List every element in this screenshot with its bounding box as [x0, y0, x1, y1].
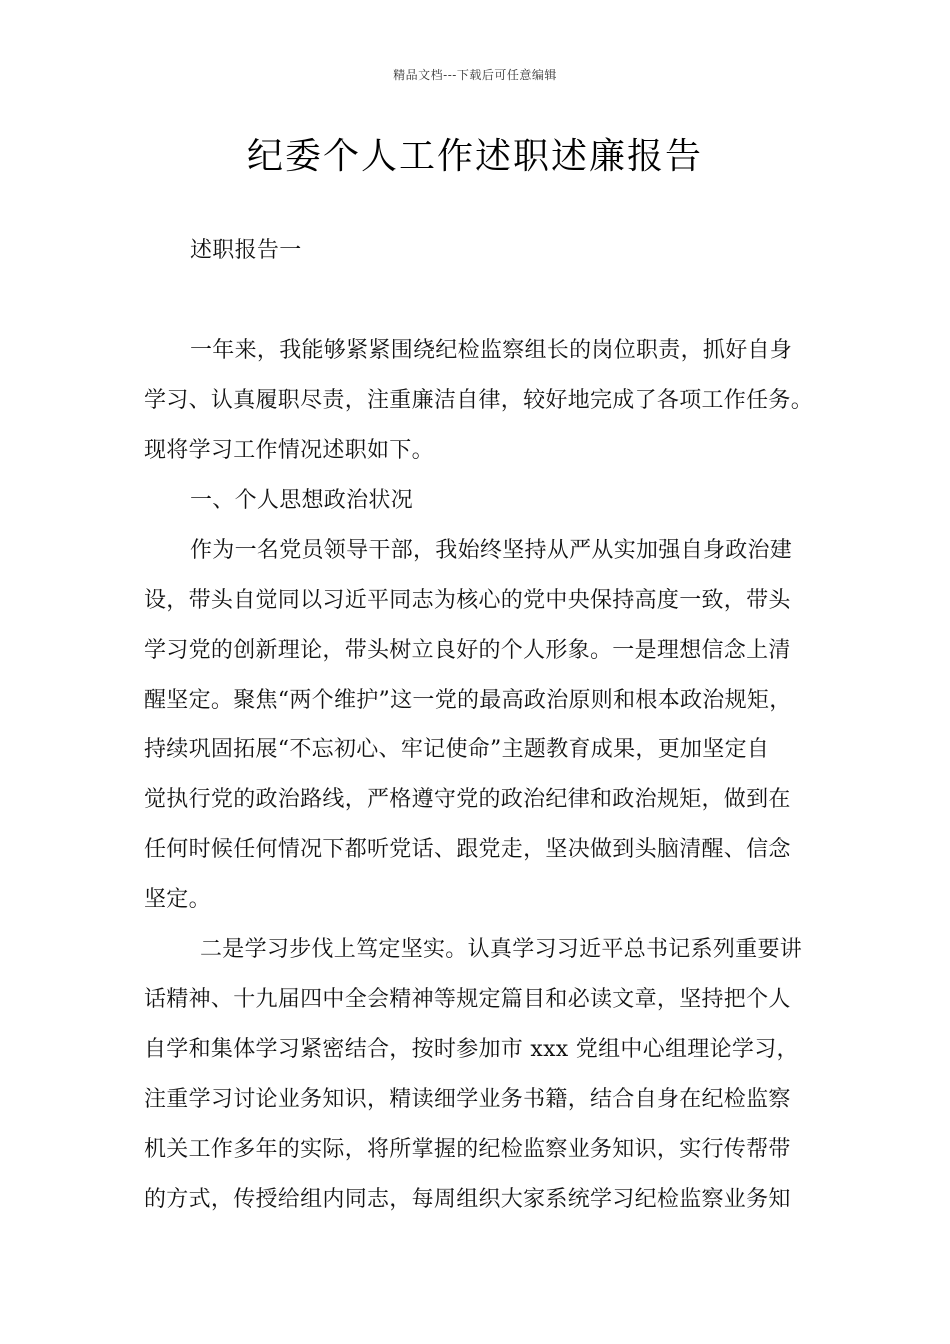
paragraph-line: 学习、认真履职尽责，注重廉洁自律，较好地完成了各项工作任务。	[144, 388, 814, 413]
paragraph-line: 任何时候任何情况下都听党话、跟党走，坚决做到头脑清醒、信念	[144, 837, 791, 862]
paragraph-line: 作为一名党员领导干部，我始终坚持从严从实加强自身政治建	[190, 538, 793, 563]
paragraph-line: 机关工作多年的实际，将所掌握的纪检监察业务知识，实行传帮带	[144, 1137, 791, 1162]
section-heading: 一、个人思想政治状况	[190, 488, 414, 513]
paragraph-line: 话精神、十九届四中全会精神等规定篇目和必读文章，坚持把个人	[144, 987, 791, 1012]
paragraph-line: 二是学习步伐上笃定坚实。认真学习习近平总书记系列重要讲	[200, 937, 803, 962]
paragraph-line: 注重学习讨论业务知识，精读细学业务书籍，结合自身在纪检监察	[144, 1087, 791, 1112]
paragraph-line: 持续巩固拓展“不忘初心、牢记使命”主题教育成果，更加坚定自	[144, 737, 770, 762]
paragraph-line: 坚定。	[144, 887, 211, 912]
paragraph-line: 学习党的创新理论，带头树立良好的个人形象。一是理想信念上清	[144, 638, 791, 663]
section-label: 述职报告一	[190, 238, 302, 263]
paragraph-line: 的方式，传授给组内同志，每周组织大家系统学习纪检监察业务知	[144, 1187, 791, 1212]
paragraph-line: 现将学习工作情况述职如下。	[144, 438, 434, 463]
paragraph-line: 醒坚定。聚焦“两个维护”这一党的最高政治原则和根本政治规矩，	[144, 688, 792, 713]
paragraph-line: 一年来，我能够紧紧围绕纪检监察组长的岗位职责，抓好自身	[190, 338, 793, 363]
paragraph-line: 觉执行党的政治路线，严格遵守党的政治纪律和政治规矩，做到在	[144, 787, 791, 812]
paragraph-line: 自学和集体学习紧密结合，按时参加市 xxx 党组中心组理论学习，	[144, 1037, 799, 1062]
paragraph-line: 设，带头自觉同以习近平同志为核心的党中央保持高度一致，带头	[144, 588, 791, 613]
document-title: 纪委个人工作述职述廉报告	[246, 136, 703, 177]
header-note: 精品文档---下载后可任意编辑	[393, 68, 557, 82]
